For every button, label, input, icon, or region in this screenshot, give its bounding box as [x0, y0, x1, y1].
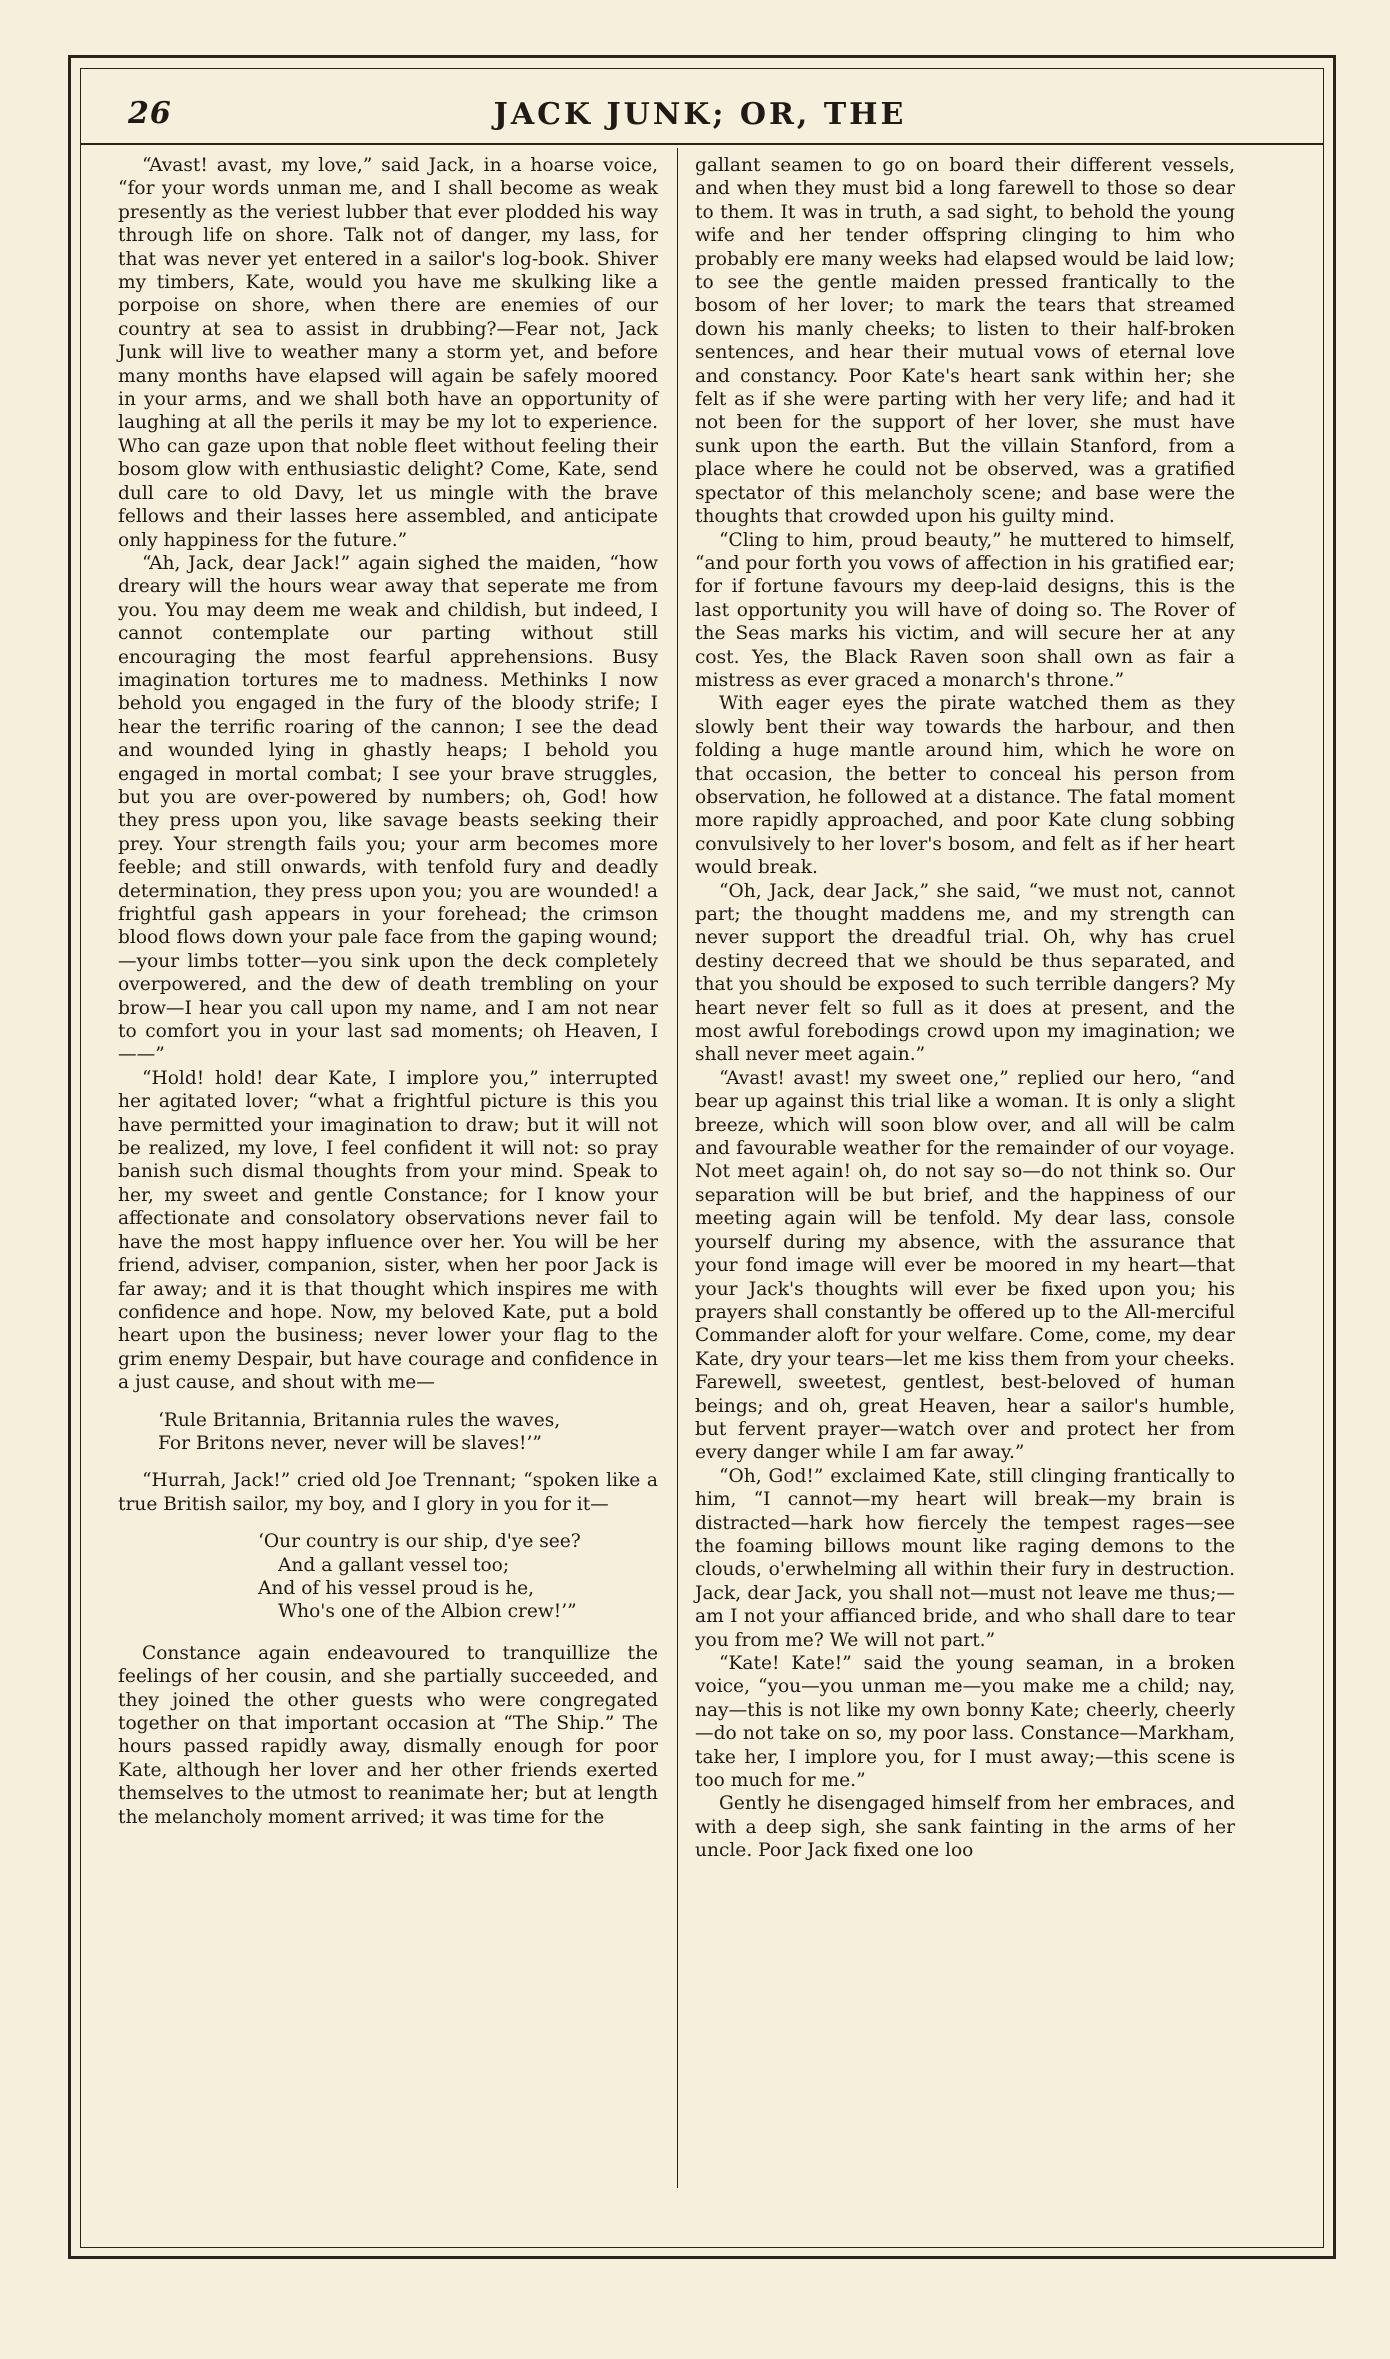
- paragraph: “Hurrah, Jack!” cried old Joe Trennant; “spoken like a true British sailor, my boy, and I glory in you for it—: [118, 1470, 658, 1515]
- paragraph: “Cling to him, proud beauty,” he muttered to himself, “and pour forth you vows of affection in his gratified ear; for if fortune favours my deep-laid designs, this is the last opportunity you will have of doing so. The Rover of the Seas marks his victim, and will secure her at any cost. Yes, the Black Raven soon shall own as fair a mistress as ever graced a monarch's throne.”: [695, 529, 1235, 691]
- paragraph: gallant seamen to go on board their different vessels, and when they must bid a long farewell to those so dear to them. It was in truth, a sad sight, to behold the young wife and her tender offspring clinging to him who probably ere many weeks had elapsed would be laid low; to see the gentle maiden pressed frantically to the bosom of her lover; to mark the tears that streamed down his manly cheeks; to listen to their half-broken sentences, and hear their mutual vows of eternal love and constancy. Poor Kate's heart sank within her; she felt as if she were parting with her very life; and had it not been for the support of her lover, she must have sunk upon the earth. But the villain Stanford, from a place where he could not be observed, was a gratified spectator of this melancholy scene; and base were the thoughts that crowded upon his guilty mind.: [695, 155, 1235, 528]
- verse-our-country: [118, 1530, 658, 1624]
- paragraph: Gently he disengaged himself from her embraces, and with a deep sigh, she sank fainting in the arms of her uncle. Poor Jack fixed one loo: [695, 1793, 1235, 1862]
- paragraph: “Oh, God!” exclaimed Kate, still clinging frantically to him, “I cannot—my heart will break—my brain is distracted—hark how fiercely the tempest rages—see the foaming billows mount like raging demons to the clouds, o'erwhelming all within their fury in destruction. Jack, dear Jack, you shall not—must not leave me thus;—am I not your affianced bride, and who shall dare to tear you from me? We will not part.”: [695, 1465, 1235, 1651]
- left-column: [118, 154, 658, 1829]
- paragraph: “Avast! avast, my love,” said Jack, in a hoarse voice, “for your words unman me, and I shall become as weak presently as the veriest lubber that ever plodded his way through life on shore. Talk not of danger, my lass, for that was never yet entered in a sailor's log-book. Shiver my timbers, Kate, would you have me skulking like a porpoise on shore, when there are enemies of our country at sea to assist in drubbing?—Fear not, Jack Junk will live to weather many a storm yet, and before many months have elapsed will again be safely moored in your arms, and we shall both have an opportunity of laughing at all the perils it may be my lot to experience. Who can gaze upon that noble fleet without feeling their bosom glow with enthusiastic delight? Come, Kate, send dull care to old Davy, let us mingle with the brave fellows and their lasses here assembled, and anticipate only happiness for the future.”: [118, 155, 658, 551]
- verse-line: For Britons never, never will be slaves!’”: [158, 1432, 542, 1454]
- header-rule: [80, 143, 1324, 145]
- right-column: [695, 154, 1235, 1863]
- paragraph: “Hold! hold! dear Kate, I implore you,” interrupted her agitated lover; “what a frightful picture is this you have permitted your imagination to draw; but it will not be realized, my love, I feel confident it will not: so pray banish such dismal thoughts from your mind. Speak to her, my sweet and gentle Constance; for I know your affectionate and consolatory observations never fail to have the most happy influence over her. You will be her friend, adviser, companion, sister, when her poor Jack is far away; and it is that thought which inspires me with confidence and hope. Now, my beloved Kate, put a bold heart upon the business; never lower your flag to the grim enemy Despair, but have courage and confidence in a just cause, and shout with me—: [118, 1067, 658, 1394]
- verse-rule-britannia: [118, 1409, 658, 1456]
- paragraph: “Oh, Jack, dear Jack,” she said, “we must not, cannot part; the thought maddens me, and my strength can never support the dreadful trial. Oh, why has cruel destiny decreed that we should be thus separated, and that you should be exposed to such terrible dangers? My heart never felt so full as it does at present, and the most awful forebodings crowd upon my imagination; we shall never meet again.”: [695, 880, 1235, 1066]
- paragraph: “Kate! Kate!” said the young seaman, in a broken voice, “you—you unman me—you make me a child; nay, nay—this is not like my own bonny Kate; cheerly, cheerly—do not take on so, my poor lass. Constance—Markham, take her, I implore you, for I must away;—this scene is too much for me.”: [695, 1653, 1235, 1792]
- verse-line: Who's one of the Albion crew!’”: [278, 1601, 577, 1623]
- verse-line: And a gallant vessel too;: [278, 1554, 510, 1576]
- paragraph: With eager eyes the pirate watched them as they slowly bent their way towards the harbour, and then folding a huge mantle around him, which he wore on that occasion, the better to conceal his person from observation, he followed at a distance. The fatal moment more rapidly approached, and poor Kate clung sobbing convulsively to her lover's bosom, and felt as if her heart would break.: [695, 693, 1235, 879]
- paragraph: Constance again endeavoured to tranquillize the feelings of her cousin, and she partially succeeded, and they joined the other guests who were congregated together on that important occasion at “The Ship.” The hours passed rapidly away, dismally enough for poor Kate, although her lover and her other friends exerted themselves to the utmost to reanimate her; but at length the melancholy moment arrived; it was time for the: [118, 1642, 658, 1828]
- column-divider: [677, 148, 678, 2188]
- running-title: JACK JUNK; OR, THE: [493, 97, 907, 132]
- verse-line: And of his vessel proud is he,: [258, 1577, 535, 1599]
- paragraph: “Avast! avast! my sweet one,” replied our hero, “and bear up against this trial like a woman. It is only a slight breeze, which will soon blow over, and all will be calm and favourable weather for the remainder of our voyage. Not meet again! oh, do not say so—do not think so. Our separation will be but brief, and the happiness of our meeting again will be tenfold. My dear lass, console yourself during my absence, with the assurance that your fond image will ever be moored in my heart—that your Jack's thoughts will ever be fixed upon you; his prayers shall constantly be offered up to the All-merciful Commander aloft for your welfare. Come, come, my dear Kate, dry your tears—let me kiss them from your cheeks. Farewell, sweetest, gentlest, best-beloved of human beings; and oh, great Heaven, hear a sailor's humble, but fervent prayer—watch over and protect her from every danger while I am far away.”: [695, 1067, 1235, 1464]
- page-number: 26: [128, 96, 172, 131]
- verse-line: ‘Our country is our ship, d'ye see?: [258, 1531, 581, 1553]
- paragraph: “Ah, Jack, dear Jack!” again sighed the maiden, “how dreary will the hours wear away that seperate me from you. You may deem me weak and childish, but indeed, I cannot contemplate our parting without still encouraging the most fearful apprehensions. Busy imagination tortures me to madness. Methinks I now behold you engaged in the fury of the bloody strife; I hear the terrific roaring of the cannon; I see the dead and wounded lying in ghastly heaps; I behold you engaged in mortal combat; I see your brave struggles, but you are over-powered by numbers; oh, God! how they press upon you, like savage beasts seeking their prey. Your strength fails you; your arm becomes more feeble; and still onwards, with tenfold fury and deadly determination, they press upon you; you are wounded! a frightful gash appears in your forehead; the crimson blood flows down your pale face from the gaping wound;—your limbs totter—you sink upon the deck completely overpowered, and the dew of death trembling on your brow—I hear you call upon my name, and I am not near to comfort you in your last sad moments; oh Heaven, I——”: [118, 552, 658, 1066]
- verse-line: ‘Rule Britannia, Britannia rules the waves,: [158, 1409, 561, 1431]
